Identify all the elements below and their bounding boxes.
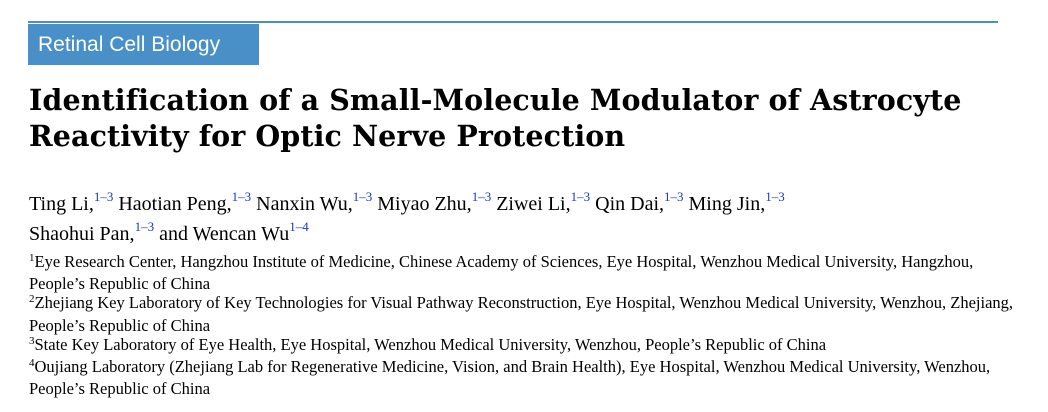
author-affiliation-link[interactable]: 1–3 xyxy=(352,189,373,204)
author-list xyxy=(29,190,1014,250)
article-title: Identification of a Small-Molecule Modulator of Astrocyte Reactivity for Optic Nerve Protection xyxy=(29,83,962,153)
author-affiliation-link[interactable]: 1–3 xyxy=(570,189,591,204)
affiliation-item xyxy=(29,335,1014,357)
author-name: Miyao Zhu, xyxy=(377,193,472,215)
affiliation-text: State Key Laboratory of Eye Health, Eye Hospital, Wenzhou Medical University, Wenzhou, People’s Republic of China xyxy=(34,334,827,354)
affiliation-text: Oujiang Laboratory (Zhejiang Lab for Regenerative Medicine, Vision, and Brain Health), Eye Hospital, Wenzhou Medical University, Wenzhou, People’s Republic of China xyxy=(29,357,991,399)
author-name: Qin Dai, xyxy=(595,193,665,215)
affiliation-text: Eye Research Center, Hangzhou Institute of Medicine, Chinese Academy of Sciences, Eye Hospital, Wenzhou Medical University, Hangzhou, People’s Republic of China xyxy=(29,252,974,294)
affiliation-number: 3 xyxy=(29,334,35,347)
affiliation-list xyxy=(29,252,1014,398)
section-tag: Retinal Cell Biology xyxy=(28,24,259,65)
top-rule xyxy=(28,21,998,23)
author-name: Ziwei Li, xyxy=(496,193,571,215)
author-name: Ming Jin, xyxy=(688,193,766,215)
author-name: Nanxin Wu, xyxy=(256,193,353,215)
affiliation-item xyxy=(29,293,1014,334)
author-affiliation-link[interactable]: 1–3 xyxy=(664,189,684,204)
affiliation-text: Zhejiang Key Laboratory of Key Technologies for Visual Pathway Reconstruction, Eye Hospital, Wenzhou Medical University, Wenzhou, Zhejiang, People’s Republic of China xyxy=(29,293,1014,335)
affiliation-number: 1 xyxy=(29,252,35,264)
affiliation-number: 4 xyxy=(29,357,35,370)
author-name: Wencan Wu xyxy=(192,223,290,245)
author-name: Haotian Peng, xyxy=(118,193,232,215)
author-name: Ting Li, xyxy=(29,193,94,215)
affiliation-item xyxy=(29,252,1014,293)
author-affiliation-link[interactable]: 1–3 xyxy=(765,189,785,204)
author-affiliation-link[interactable]: 1–4 xyxy=(289,219,309,234)
author-affiliation-link[interactable]: 1–3 xyxy=(231,189,252,204)
authors-conjunction: and xyxy=(159,223,188,245)
affiliation-item xyxy=(29,357,1014,398)
author-affiliation-link[interactable]: 1–3 xyxy=(93,189,114,204)
author-affiliation-link[interactable]: 1–3 xyxy=(134,219,155,234)
author-affiliation-link[interactable]: 1–3 xyxy=(471,189,492,204)
affiliation-number: 2 xyxy=(29,293,35,306)
author-name: Shaohui Pan, xyxy=(29,223,135,245)
